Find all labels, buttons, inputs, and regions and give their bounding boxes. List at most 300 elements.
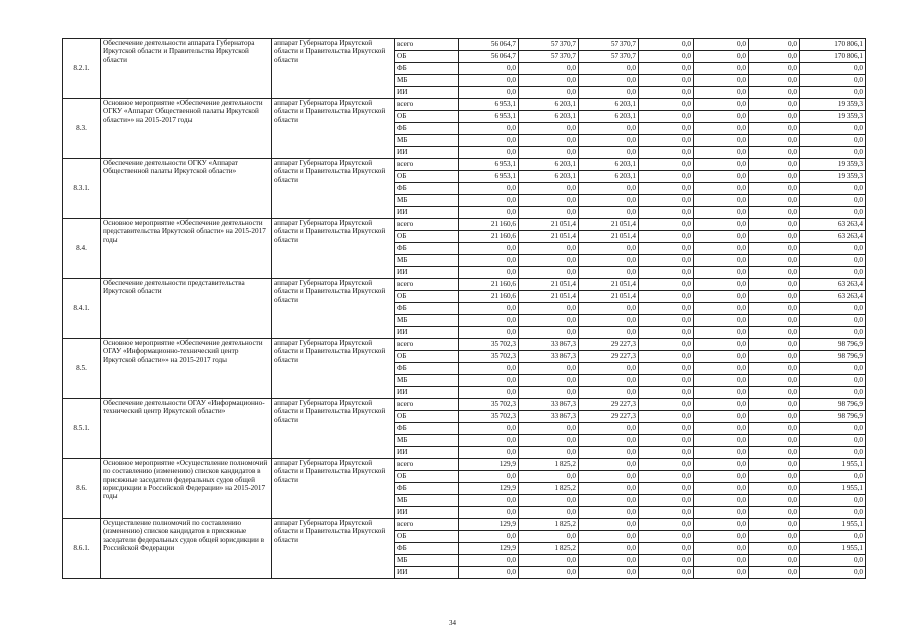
value-cell: 0,0 [579, 255, 639, 267]
value-cell: 0,0 [749, 291, 800, 303]
value-cell: 0,0 [519, 243, 579, 255]
value-cell: 0,0 [639, 255, 694, 267]
value-cell: 0,0 [749, 567, 800, 579]
value-cell: 29 227,3 [579, 399, 639, 411]
value-cell: 0,0 [694, 267, 749, 279]
value-cell: 0,0 [639, 531, 694, 543]
value-cell: 0,0 [579, 555, 639, 567]
value-cell: 0,0 [694, 111, 749, 123]
value-cell: 21 160,6 [459, 291, 519, 303]
value-cell: 0,0 [579, 207, 639, 219]
value-cell: 0,0 [800, 303, 866, 315]
value-cell: 0,0 [749, 507, 800, 519]
value-cell: 0,0 [800, 195, 866, 207]
value-cell: 0,0 [459, 375, 519, 387]
value-cell: 0,0 [579, 567, 639, 579]
value-cell: 0,0 [694, 387, 749, 399]
value-cell: 0,0 [459, 531, 519, 543]
funding-source: ИИ [395, 207, 459, 219]
funding-source: ОБ [395, 471, 459, 483]
value-cell: 0,0 [694, 339, 749, 351]
value-cell: 35 702,3 [459, 399, 519, 411]
value-cell: 0,0 [749, 147, 800, 159]
value-cell: 0,0 [749, 399, 800, 411]
funding-source: ИИ [395, 567, 459, 579]
value-cell: 0,0 [800, 135, 866, 147]
section-executor: аппарат Губернатора Иркутской области и Правительства Иркутской области [272, 39, 395, 99]
value-cell: 0,0 [694, 567, 749, 579]
value-cell: 0,0 [639, 327, 694, 339]
value-cell: 0,0 [749, 351, 800, 363]
value-cell: 21 160,6 [459, 279, 519, 291]
value-cell: 0,0 [800, 471, 866, 483]
value-cell: 0,0 [800, 507, 866, 519]
value-cell: 0,0 [749, 423, 800, 435]
value-cell: 33 867,3 [519, 411, 579, 423]
value-cell: 0,0 [459, 507, 519, 519]
value-cell: 0,0 [579, 243, 639, 255]
value-cell: 0,0 [694, 399, 749, 411]
funding-source: всего [395, 459, 459, 471]
value-cell: 29 227,3 [579, 411, 639, 423]
value-cell: 1 955,1 [800, 519, 866, 531]
budget-table [62, 38, 866, 579]
value-cell: 29 227,3 [579, 351, 639, 363]
value-cell: 0,0 [459, 195, 519, 207]
value-cell: 1 825,2 [519, 543, 579, 555]
value-cell: 0,0 [749, 219, 800, 231]
value-cell: 0,0 [694, 231, 749, 243]
value-cell: 0,0 [519, 387, 579, 399]
value-cell: 0,0 [519, 183, 579, 195]
value-cell: 0,0 [749, 123, 800, 135]
value-cell: 0,0 [694, 423, 749, 435]
value-cell: 0,0 [749, 63, 800, 75]
table-row [63, 99, 866, 111]
funding-source: всего [395, 339, 459, 351]
value-cell: 0,0 [639, 315, 694, 327]
value-cell: 0,0 [639, 459, 694, 471]
funding-source: МБ [395, 75, 459, 87]
value-cell: 0,0 [800, 567, 866, 579]
table-row [63, 459, 866, 471]
value-cell: 0,0 [749, 471, 800, 483]
funding-source: всего [395, 159, 459, 171]
value-cell: 0,0 [800, 147, 866, 159]
value-cell: 0,0 [459, 243, 519, 255]
value-cell: 0,0 [639, 51, 694, 63]
funding-source: ФБ [395, 183, 459, 195]
value-cell: 35 702,3 [459, 351, 519, 363]
value-cell: 21 051,4 [579, 231, 639, 243]
funding-source: ОБ [395, 51, 459, 63]
value-cell: 0,0 [639, 411, 694, 423]
funding-source: всего [395, 219, 459, 231]
value-cell: 0,0 [639, 63, 694, 75]
section-executor: аппарат Губернатора Иркутской области и Правительства Иркутской области [272, 339, 395, 399]
value-cell: 0,0 [459, 87, 519, 99]
value-cell: 0,0 [749, 531, 800, 543]
value-cell: 0,0 [459, 315, 519, 327]
value-cell: 63 263,4 [800, 219, 866, 231]
value-cell: 6 203,1 [519, 171, 579, 183]
value-cell: 57 370,7 [519, 51, 579, 63]
value-cell: 1 955,1 [800, 543, 866, 555]
funding-source: МБ [395, 375, 459, 387]
value-cell: 0,0 [519, 303, 579, 315]
value-cell: 63 263,4 [800, 291, 866, 303]
value-cell: 6 203,1 [519, 159, 579, 171]
value-cell: 0,0 [639, 135, 694, 147]
value-cell: 33 867,3 [519, 351, 579, 363]
value-cell: 0,0 [519, 255, 579, 267]
value-cell: 0,0 [749, 171, 800, 183]
value-cell: 0,0 [639, 435, 694, 447]
value-cell: 0,0 [519, 315, 579, 327]
value-cell: 0,0 [749, 279, 800, 291]
value-cell: 0,0 [639, 279, 694, 291]
value-cell: 6 203,1 [579, 99, 639, 111]
section-executor: аппарат Губернатора Иркутской области и Правительства Иркутской области [272, 99, 395, 159]
section-number: 8.6. [63, 459, 101, 519]
value-cell: 21 160,6 [459, 231, 519, 243]
value-cell: 0,0 [639, 351, 694, 363]
value-cell: 0,0 [639, 219, 694, 231]
value-cell: 0,0 [800, 315, 866, 327]
value-cell: 0,0 [694, 351, 749, 363]
value-cell: 0,0 [639, 555, 694, 567]
value-cell: 0,0 [459, 387, 519, 399]
value-cell: 0,0 [800, 375, 866, 387]
value-cell: 0,0 [800, 495, 866, 507]
value-cell: 33 867,3 [519, 339, 579, 351]
value-cell: 0,0 [694, 171, 749, 183]
value-cell: 0,0 [519, 135, 579, 147]
value-cell: 0,0 [639, 387, 694, 399]
value-cell: 0,0 [579, 423, 639, 435]
value-cell: 0,0 [639, 195, 694, 207]
value-cell: 0,0 [639, 447, 694, 459]
table-row [63, 279, 866, 291]
value-cell: 0,0 [519, 147, 579, 159]
value-cell: 0,0 [459, 327, 519, 339]
funding-source: МБ [395, 435, 459, 447]
value-cell: 0,0 [639, 231, 694, 243]
value-cell: 0,0 [694, 195, 749, 207]
value-cell: 0,0 [639, 423, 694, 435]
section-number: 8.5. [63, 339, 101, 399]
value-cell: 0,0 [579, 135, 639, 147]
value-cell: 21 051,4 [579, 279, 639, 291]
section-number: 8.4. [63, 219, 101, 279]
funding-source: ФБ [395, 363, 459, 375]
value-cell: 0,0 [749, 75, 800, 87]
value-cell: 0,0 [800, 435, 866, 447]
value-cell: 6 203,1 [579, 171, 639, 183]
value-cell: 0,0 [749, 183, 800, 195]
value-cell: 29 227,3 [579, 339, 639, 351]
funding-source: всего [395, 399, 459, 411]
value-cell: 0,0 [639, 87, 694, 99]
value-cell: 0,0 [459, 471, 519, 483]
funding-source: МБ [395, 195, 459, 207]
value-cell: 0,0 [639, 207, 694, 219]
value-cell: 98 796,9 [800, 339, 866, 351]
value-cell: 0,0 [579, 543, 639, 555]
section-name: Основное мероприятие «Обеспечение деятельности ОГАУ «Информационно-технический центр Иркутской области»» на 2015-2017 годы [101, 339, 272, 399]
value-cell: 0,0 [749, 303, 800, 315]
value-cell: 0,0 [519, 423, 579, 435]
value-cell: 0,0 [694, 219, 749, 231]
value-cell: 6 203,1 [579, 111, 639, 123]
value-cell: 0,0 [694, 207, 749, 219]
funding-source: ФБ [395, 243, 459, 255]
value-cell: 98 796,9 [800, 411, 866, 423]
section-name: Обеспечение деятельности аппарата Губернатора Иркутской области и Правительства Иркутской области [101, 39, 272, 99]
value-cell: 0,0 [800, 207, 866, 219]
value-cell: 21 051,4 [519, 231, 579, 243]
value-cell: 0,0 [639, 183, 694, 195]
value-cell: 0,0 [639, 111, 694, 123]
value-cell: 170 806,1 [800, 51, 866, 63]
value-cell: 0,0 [694, 279, 749, 291]
value-cell: 0,0 [579, 507, 639, 519]
funding-source: всего [395, 519, 459, 531]
value-cell: 0,0 [694, 99, 749, 111]
value-cell: 56 064,7 [459, 39, 519, 51]
value-cell: 0,0 [639, 123, 694, 135]
value-cell: 0,0 [694, 495, 749, 507]
value-cell: 0,0 [459, 447, 519, 459]
funding-source: ОБ [395, 231, 459, 243]
value-cell: 0,0 [459, 267, 519, 279]
value-cell: 129,9 [459, 459, 519, 471]
value-cell: 0,0 [459, 135, 519, 147]
value-cell: 0,0 [694, 243, 749, 255]
value-cell: 21 051,4 [519, 279, 579, 291]
value-cell: 0,0 [579, 195, 639, 207]
section-name: Обеспечение деятельности ОГКУ «Аппарат Общественной палаты Иркутской области» [101, 159, 272, 219]
funding-source: ОБ [395, 411, 459, 423]
funding-source: ОБ [395, 351, 459, 363]
funding-source: ИИ [395, 447, 459, 459]
value-cell: 0,0 [579, 471, 639, 483]
value-cell: 0,0 [694, 87, 749, 99]
funding-source: ФБ [395, 423, 459, 435]
value-cell: 0,0 [694, 303, 749, 315]
value-cell: 0,0 [749, 387, 800, 399]
value-cell: 21 051,4 [519, 219, 579, 231]
value-cell: 21 051,4 [579, 219, 639, 231]
value-cell: 0,0 [694, 375, 749, 387]
value-cell: 0,0 [519, 435, 579, 447]
value-cell: 0,0 [639, 303, 694, 315]
value-cell: 0,0 [579, 435, 639, 447]
value-cell: 0,0 [694, 135, 749, 147]
section-number: 8.3. [63, 99, 101, 159]
value-cell: 0,0 [749, 87, 800, 99]
value-cell: 0,0 [579, 183, 639, 195]
value-cell: 0,0 [519, 75, 579, 87]
value-cell: 0,0 [800, 327, 866, 339]
value-cell: 19 359,3 [800, 159, 866, 171]
value-cell: 0,0 [800, 531, 866, 543]
value-cell: 0,0 [694, 39, 749, 51]
value-cell: 1 825,2 [519, 519, 579, 531]
value-cell: 57 370,7 [519, 39, 579, 51]
value-cell: 0,0 [800, 75, 866, 87]
funding-source: ОБ [395, 291, 459, 303]
value-cell: 0,0 [459, 63, 519, 75]
funding-source: МБ [395, 255, 459, 267]
value-cell: 0,0 [694, 183, 749, 195]
funding-source: ФБ [395, 483, 459, 495]
funding-source: ИИ [395, 147, 459, 159]
value-cell: 0,0 [459, 555, 519, 567]
value-cell: 0,0 [749, 495, 800, 507]
value-cell: 0,0 [800, 387, 866, 399]
value-cell: 0,0 [694, 75, 749, 87]
value-cell: 6 203,1 [579, 159, 639, 171]
value-cell: 0,0 [749, 135, 800, 147]
section-number: 8.2.1. [63, 39, 101, 99]
section-executor: аппарат Губернатора Иркутской области и Правительства Иркутской области [272, 399, 395, 459]
value-cell: 0,0 [749, 411, 800, 423]
value-cell: 0,0 [519, 531, 579, 543]
value-cell: 0,0 [749, 363, 800, 375]
value-cell: 0,0 [639, 75, 694, 87]
value-cell: 0,0 [459, 75, 519, 87]
section-executor: аппарат Губернатора Иркутской области и Правительства Иркутской области [272, 219, 395, 279]
value-cell: 0,0 [749, 339, 800, 351]
value-cell: 0,0 [639, 159, 694, 171]
funding-source: ОБ [395, 171, 459, 183]
value-cell: 0,0 [579, 375, 639, 387]
value-cell: 0,0 [519, 507, 579, 519]
value-cell: 0,0 [639, 507, 694, 519]
value-cell: 57 370,7 [579, 51, 639, 63]
value-cell: 19 359,3 [800, 111, 866, 123]
value-cell: 1 955,1 [800, 483, 866, 495]
page-number: 34 [449, 619, 456, 627]
funding-source: всего [395, 99, 459, 111]
section-number: 8.4.1. [63, 279, 101, 339]
table-row [63, 339, 866, 351]
value-cell: 0,0 [579, 63, 639, 75]
table-row [63, 519, 866, 531]
value-cell: 129,9 [459, 483, 519, 495]
value-cell: 0,0 [800, 447, 866, 459]
value-cell: 0,0 [639, 39, 694, 51]
value-cell: 0,0 [519, 123, 579, 135]
value-cell: 6 953,1 [459, 171, 519, 183]
funding-source: ФБ [395, 543, 459, 555]
value-cell: 0,0 [749, 51, 800, 63]
value-cell: 0,0 [639, 471, 694, 483]
funding-source: ФБ [395, 63, 459, 75]
table-row [63, 399, 866, 411]
value-cell: 0,0 [639, 147, 694, 159]
value-cell: 0,0 [800, 63, 866, 75]
value-cell: 0,0 [694, 291, 749, 303]
value-cell: 0,0 [579, 387, 639, 399]
value-cell: 0,0 [694, 147, 749, 159]
value-cell: 98 796,9 [800, 399, 866, 411]
value-cell: 21 051,4 [519, 291, 579, 303]
value-cell: 19 359,3 [800, 171, 866, 183]
value-cell: 0,0 [800, 87, 866, 99]
value-cell: 0,0 [579, 495, 639, 507]
value-cell: 0,0 [639, 291, 694, 303]
section-executor: аппарат Губернатора Иркутской области и Правительства Иркутской области [272, 459, 395, 519]
value-cell: 0,0 [459, 207, 519, 219]
funding-source: МБ [395, 135, 459, 147]
value-cell: 6 203,1 [519, 99, 579, 111]
value-cell: 63 263,4 [800, 279, 866, 291]
funding-source: МБ [395, 495, 459, 507]
value-cell: 0,0 [694, 327, 749, 339]
value-cell: 0,0 [639, 519, 694, 531]
section-executor: аппарат Губернатора Иркутской области и Правительства Иркутской области [272, 279, 395, 339]
funding-source: ОБ [395, 531, 459, 543]
value-cell: 0,0 [694, 519, 749, 531]
value-cell: 1 825,2 [519, 483, 579, 495]
value-cell: 0,0 [749, 195, 800, 207]
value-cell: 0,0 [459, 303, 519, 315]
value-cell: 0,0 [579, 123, 639, 135]
value-cell: 6 953,1 [459, 99, 519, 111]
value-cell: 0,0 [459, 147, 519, 159]
funding-source: ИИ [395, 87, 459, 99]
value-cell: 0,0 [459, 495, 519, 507]
value-cell: 0,0 [749, 111, 800, 123]
value-cell: 0,0 [694, 363, 749, 375]
value-cell: 0,0 [749, 327, 800, 339]
value-cell: 0,0 [694, 555, 749, 567]
value-cell: 0,0 [694, 435, 749, 447]
value-cell: 0,0 [519, 87, 579, 99]
value-cell: 0,0 [639, 267, 694, 279]
table-row [63, 159, 866, 171]
value-cell: 0,0 [639, 171, 694, 183]
value-cell: 0,0 [459, 183, 519, 195]
value-cell: 0,0 [639, 567, 694, 579]
value-cell: 0,0 [639, 99, 694, 111]
value-cell: 0,0 [800, 423, 866, 435]
value-cell: 19 359,3 [800, 99, 866, 111]
value-cell: 56 064,7 [459, 51, 519, 63]
funding-source: ФБ [395, 123, 459, 135]
value-cell: 35 702,3 [459, 339, 519, 351]
value-cell: 6 953,1 [459, 159, 519, 171]
value-cell: 0,0 [749, 447, 800, 459]
section-number: 8.5.1. [63, 399, 101, 459]
table-row [63, 219, 866, 231]
section-executor: аппарат Губернатора Иркутской области и Правительства Иркутской области [272, 519, 395, 579]
value-cell: 0,0 [579, 147, 639, 159]
section-name: Обеспечение деятельности ОГАУ «Информационно-технический центр Иркутской области» [101, 399, 272, 459]
funding-source: ОБ [395, 111, 459, 123]
value-cell: 0,0 [519, 267, 579, 279]
value-cell: 0,0 [749, 99, 800, 111]
value-cell: 0,0 [694, 159, 749, 171]
value-cell: 1 955,1 [800, 459, 866, 471]
value-cell: 0,0 [519, 363, 579, 375]
value-cell: 0,0 [749, 243, 800, 255]
value-cell: 0,0 [579, 315, 639, 327]
value-cell: 0,0 [749, 39, 800, 51]
value-cell: 0,0 [749, 375, 800, 387]
